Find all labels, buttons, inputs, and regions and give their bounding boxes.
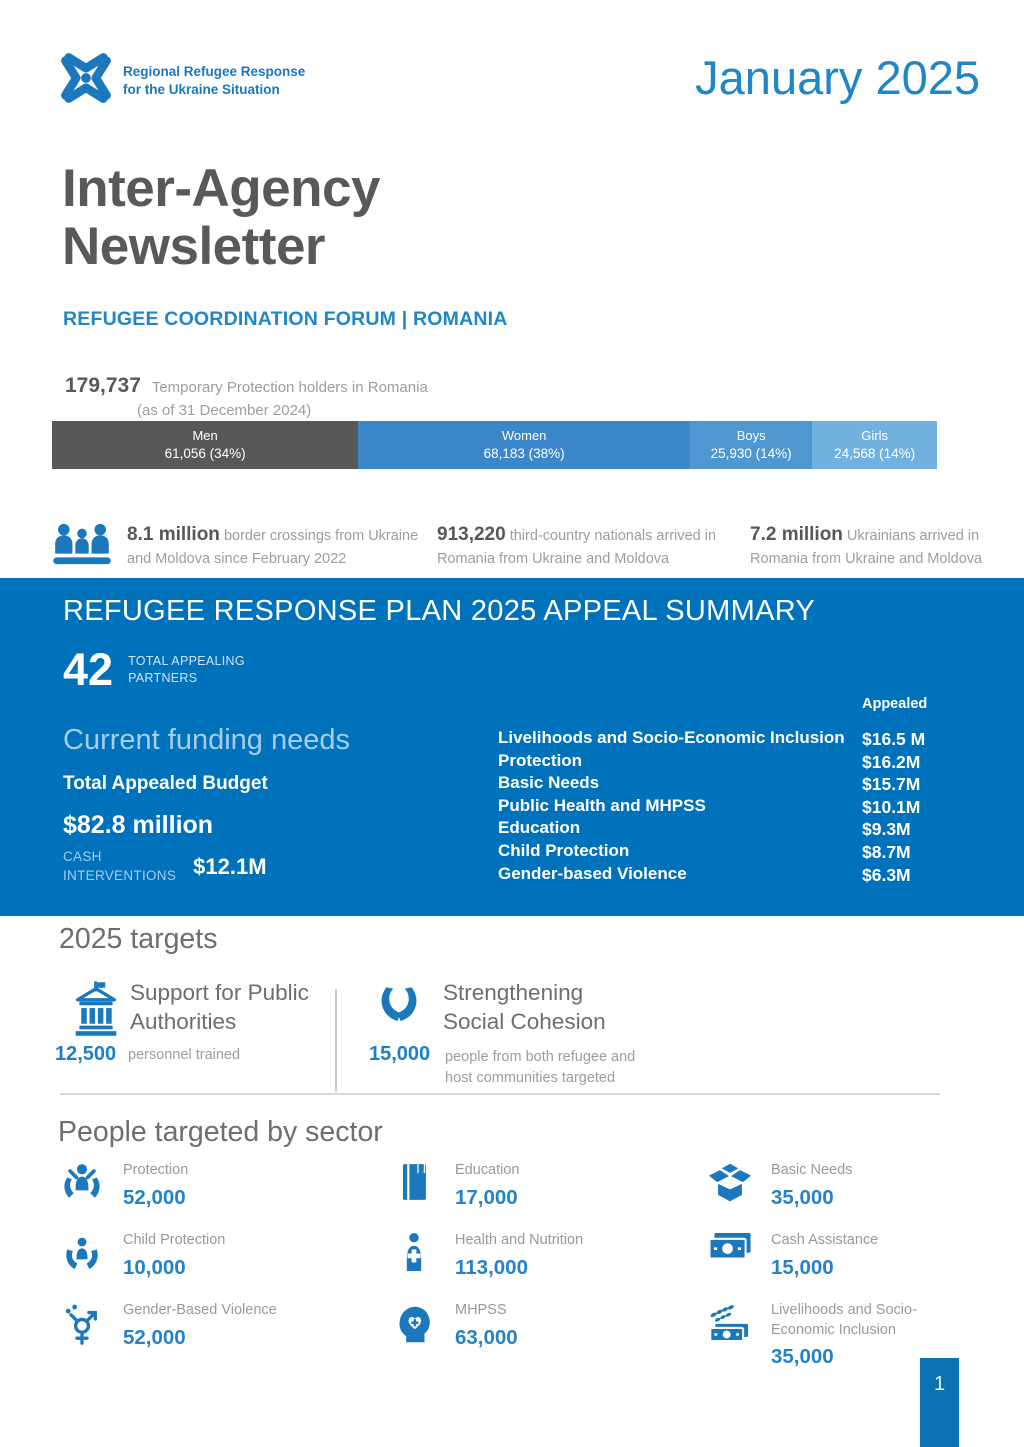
segment-value: 25,930 (14%) [710,446,792,461]
sector-target-value: 63,000 [455,1325,518,1349]
sector-name: Gender-based Violence [498,863,687,883]
appealing-partners [63,644,245,696]
mhpss-icon [390,1301,438,1345]
target-desc: people from both refugee and host communities targeted [445,1049,636,1087]
people-targeted-grid [58,1161,998,1371]
demographic-segment [358,421,690,469]
key-stat-text: Ukrainians arrived in Romania from Ukraine and Moldova [750,528,983,567]
sector-target-cell [390,1301,706,1371]
segment-value: 61,056 (34%) [164,446,246,461]
education-icon [390,1161,438,1203]
appeal-heading: REFUGEE RESPONSE PLAN 2025 APPEAL SUMMARY [63,595,816,627]
cash-label: CASH INTERVENTIONS [63,849,177,883]
sector-amount: $8.7M [862,841,911,862]
sector-target-label: Protection [123,1162,189,1178]
sector-amount: $16.2M [862,751,921,772]
sector-amount: $16.5 M [862,729,926,749]
issue-date: January 2025 [695,51,980,104]
sector-target-cell [58,1231,390,1301]
key-stat-text: third-country nationals arrived in Romania from Ukraine and Moldova [437,528,717,567]
sector-target-label: Child Protection [123,1232,226,1248]
sector-target-cell [390,1161,706,1231]
key-stat [750,521,1012,570]
sector-name: Livelihoods and Socio-Economic Inclusion [498,728,845,747]
public-authorities-icon [72,980,120,1043]
sector-target-cell [390,1231,706,1301]
partners-label: TOTAL APPEALING PARTNERS [128,654,245,685]
sector-name: Education [498,818,581,838]
target-title: Support for Public Authorities [130,980,309,1034]
sector-target-label: Cash Assistance [771,1232,879,1248]
logo-line2: for the Ukraine Situation [123,81,280,97]
sector-target-cell [58,1161,390,1231]
appealed-sector-row [498,864,968,887]
vertical-divider [335,989,337,1092]
appealed-sector-row [498,818,968,841]
segment-label: Girls [861,428,888,443]
sector-target-label: Education [455,1162,520,1178]
sector-target-cell [706,1161,998,1231]
page-title: Inter-Agency Newsletter [62,159,380,277]
appeal-summary-band [0,578,1024,916]
people-targeted-heading: People targeted by sector [58,1116,383,1148]
key-stats-row [0,521,1024,583]
sector-target-value: 17,000 [455,1185,518,1209]
appealed-sector-row [498,841,968,864]
tp-holders-value: 179,737 [65,374,141,397]
cash-assistance-icon [706,1231,754,1263]
sector-target-value: 10,000 [123,1255,186,1279]
key-stat-value: 7.2 million [750,524,843,545]
cash-value: $12.1M [193,853,267,879]
appealed-sector-row [498,773,968,796]
target-desc: personnel trained [128,1047,241,1063]
sector-target-value: 52,000 [123,1325,186,1349]
health-nutrition-icon [390,1231,438,1275]
key-stat-text: border crossings from Ukraine and Moldova since February 2022 [127,528,419,567]
sector-target-value: 15,000 [771,1255,834,1279]
livelihoods-icon [706,1301,754,1345]
cash-interventions [63,848,267,886]
sector-name: Basic Needs [498,773,600,793]
logo-line1: Regional Refugee Response [123,63,306,79]
sector-target-label: MHPSS [455,1302,507,1318]
appealed-sectors-table [498,728,968,886]
target-title: Strengthening Social Cohesion [443,980,606,1034]
sector-target-value: 35,000 [771,1185,834,1209]
tp-holders-stat [65,374,428,419]
border-crossings-icon [51,521,113,574]
targets-heading: 2025 targets [59,923,218,955]
appealed-column-header: Appealed [862,696,928,712]
demographic-segment [690,421,812,469]
demographics-bar [52,421,937,469]
budget-label: Total Appealed Budget [63,773,268,794]
segment-label: Boys [736,428,766,443]
sector-target-label: Livelihoods and Socio-Economic Inclusion [771,1302,917,1338]
social-cohesion-icon [372,985,426,1036]
tp-holders-asof: (as of 31 December 2024) [137,402,312,419]
basic-needs-icon [706,1161,754,1205]
sector-amount: $9.3M [862,819,911,840]
forum-subtitle: REFUGEE COORDINATION FORUM | ROMANIA [63,308,508,330]
sector-target-value: 35,000 [771,1345,834,1369]
key-stat-value: 913,220 [437,524,506,545]
child-protection-icon [58,1231,106,1275]
funding-needs-heading: Current funding needs [63,724,350,756]
appealed-sector-row [498,751,968,774]
horizontal-divider [60,1093,940,1095]
protection-icon [58,1161,106,1205]
segment-value: 24,568 (14%) [834,446,916,461]
org-logo [60,52,305,109]
sector-amount: $15.7M [862,774,921,795]
demographic-segment [812,421,937,469]
sector-target-cell [58,1301,390,1371]
segment-value: 68,183 (38%) [483,446,565,461]
sector-name: Public Health and MHPSS [498,795,706,815]
key-stat-value: 8.1 million [127,524,220,545]
logo-wordmark [123,63,305,98]
segment-label: Women [501,428,547,443]
sector-amount: $6.3M [862,864,911,885]
appealed-sector-row [498,728,968,751]
budget-value: $82.8 million [63,811,214,839]
segment-label: Men [192,428,218,443]
target-value: 12,500 [55,1043,117,1065]
sector-target-label: Basic Needs [771,1162,853,1178]
sector-target-value: 52,000 [123,1185,186,1209]
sector-name: Child Protection [498,840,630,860]
sector-amount: $10.1M [862,796,921,817]
sector-target-value: 113,000 [455,1255,528,1279]
sector-target-cell [706,1231,998,1301]
tp-holders-label: Temporary Protection holders in Romania [151,379,428,396]
gbv-icon [58,1301,106,1347]
target-value: 15,000 [369,1043,431,1065]
sector-target-label: Gender-Based Violence [123,1302,277,1318]
key-stat [437,521,729,570]
appealed-sector-row [498,796,968,819]
partners-count: 42 [63,644,114,695]
demographic-segment [52,421,358,469]
rrr-logo-icon [60,52,112,109]
sector-target-label: Health and Nutrition [455,1232,584,1248]
page-number-tab: 1 [920,1358,959,1447]
key-stat [127,521,433,570]
sector-name: Protection [498,750,583,770]
